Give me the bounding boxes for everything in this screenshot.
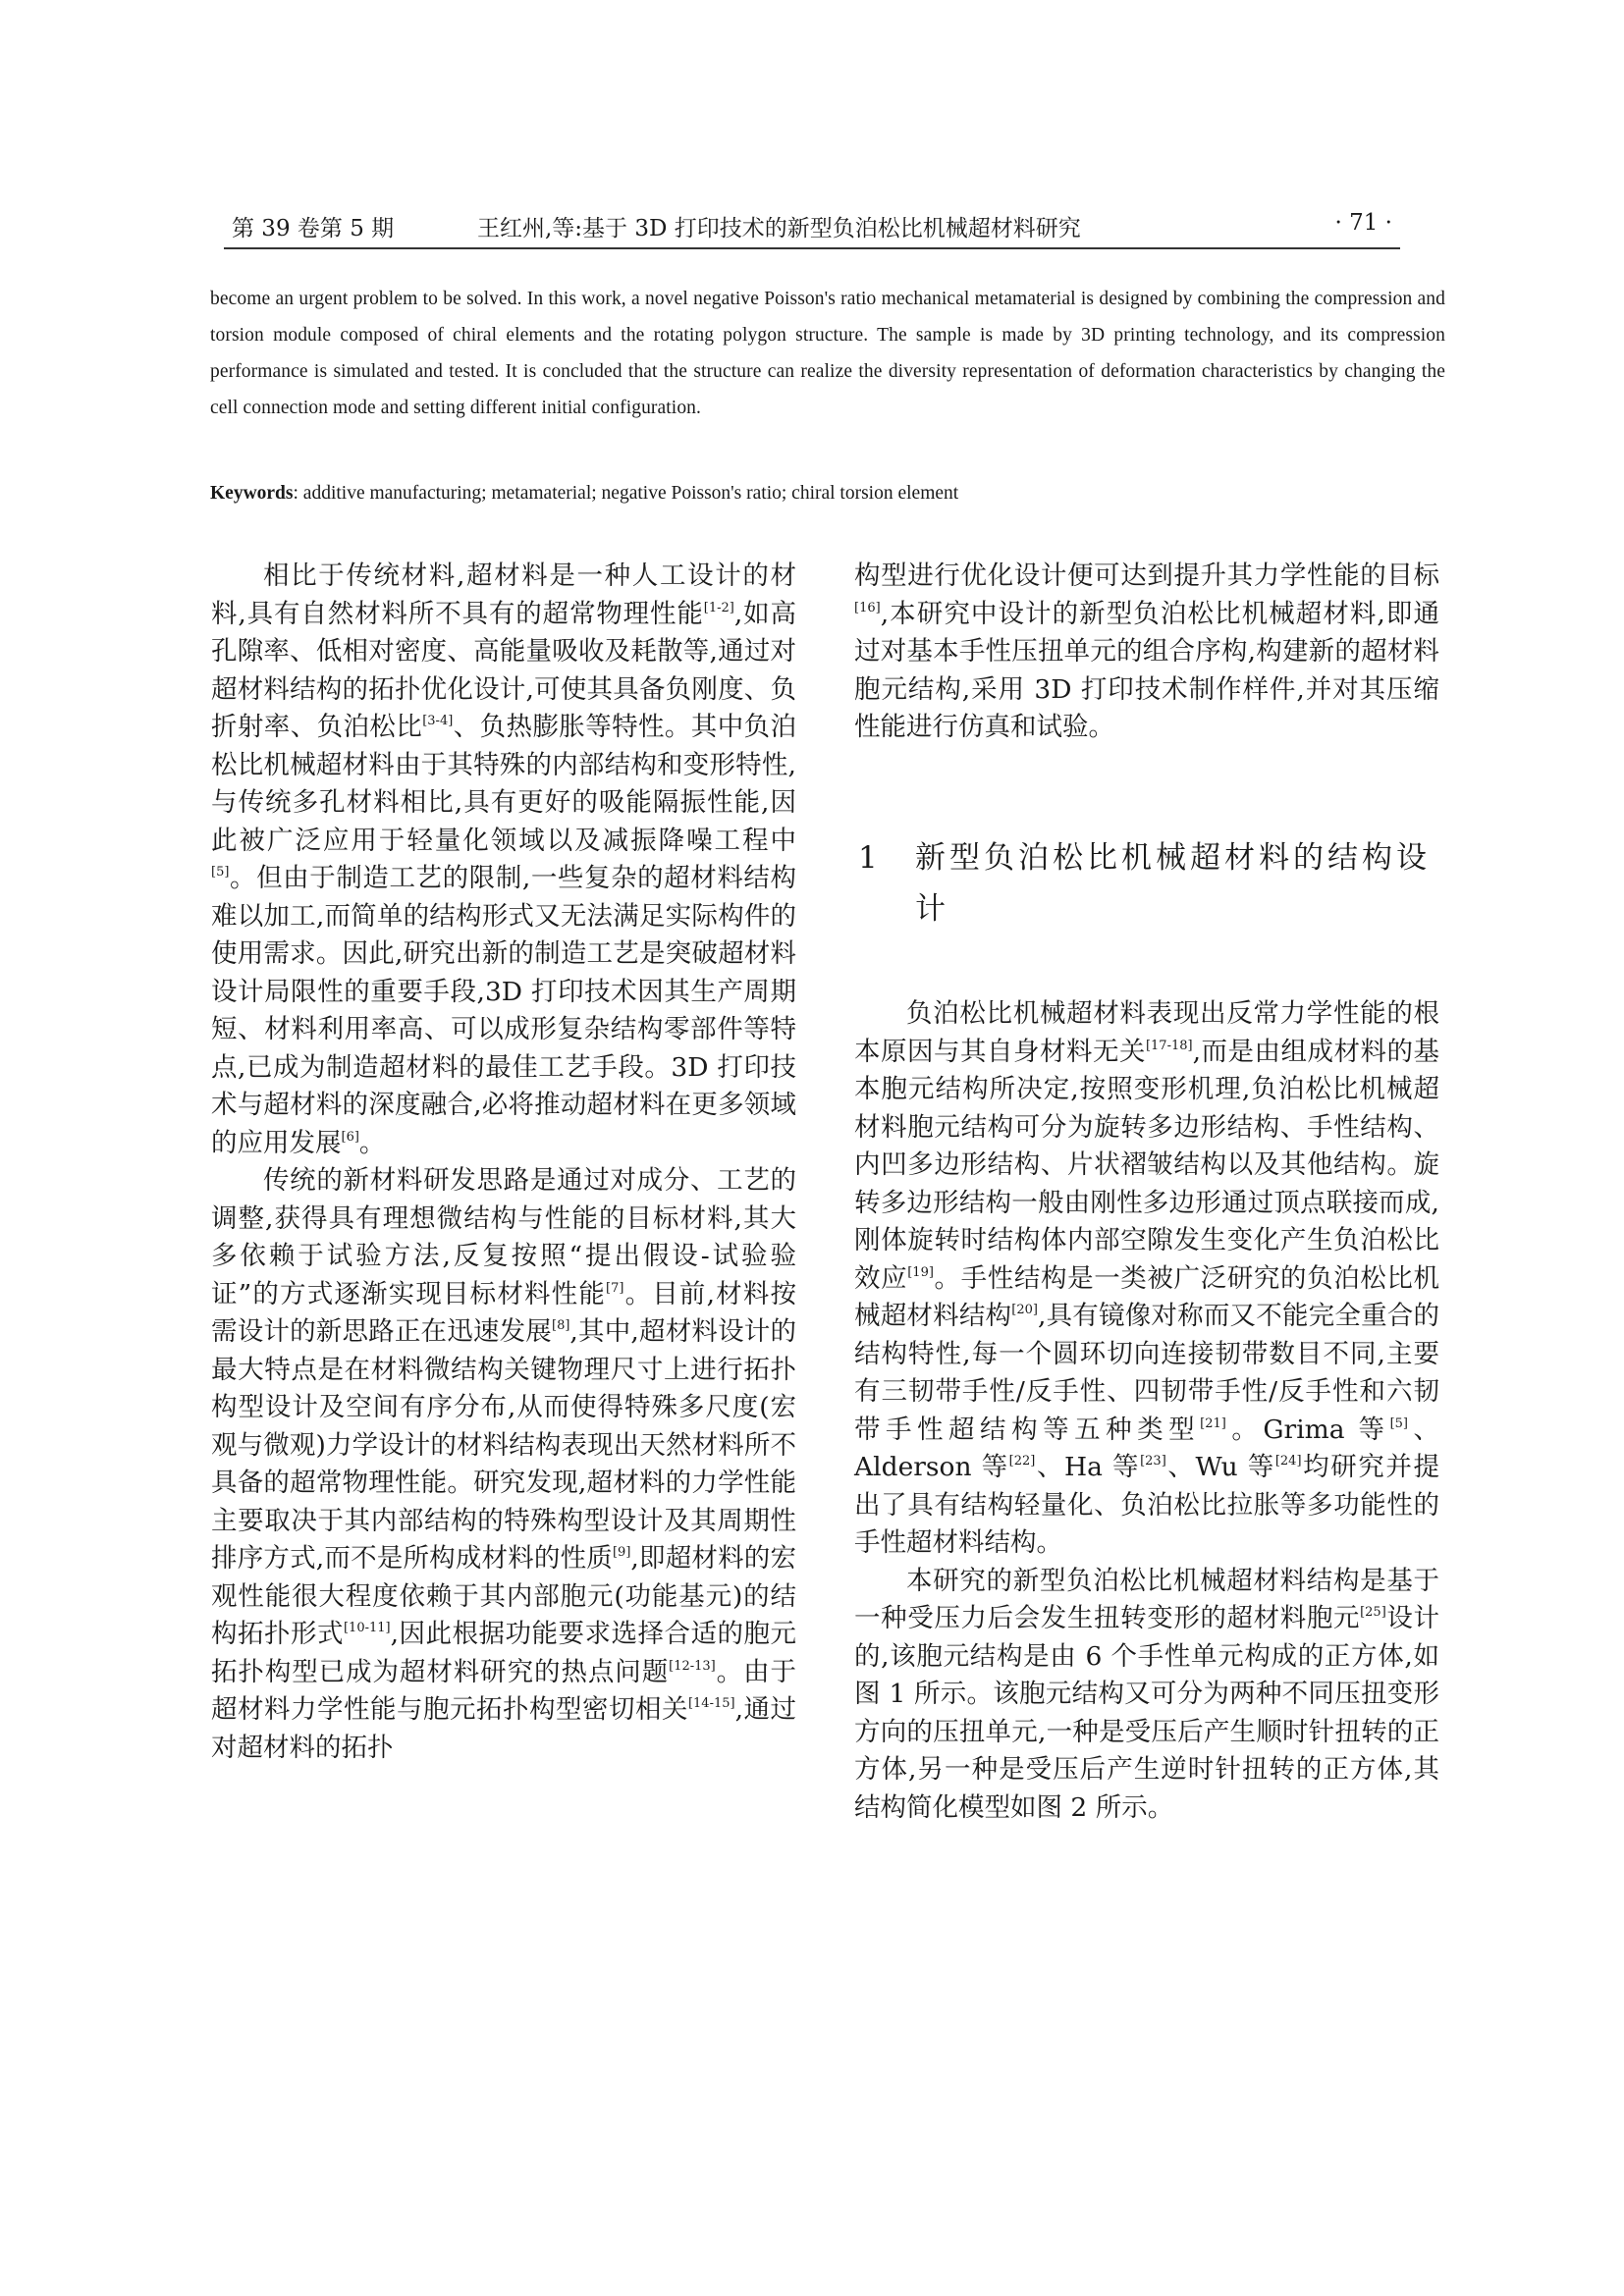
citation: [24] <box>1274 1454 1302 1468</box>
citation: [22] <box>1008 1454 1036 1468</box>
citation: [16] <box>854 600 881 615</box>
keywords-text: : additive manufacturing; metamaterial; negative Poisson's ratio; chiral torsion element <box>293 483 959 504</box>
english-abstract: become an urgent problem to be solved. In this work, a novel negative Poisson's ratio mechanical metamaterial is designed by combining the compression and torsion module composed of chiral elements and the rotating polygon structure. The sample is made by 3D printing technology, and its compression performance is simulated and tested. It is concluded that the structure can realize the diversity representation of deformation characteristics by changing the cell connection mode and setting different initial configuration. <box>210 289 1445 418</box>
citation: [10-11] <box>343 1621 391 1635</box>
section-number: 1 <box>858 840 882 876</box>
running-header <box>232 210 1392 249</box>
citation: [8] <box>552 1318 570 1333</box>
paragraph: 构型进行优化设计便可达到提升其力学性能的目标[16],本研究中设计的新型负泊松比机械超材料,即通过对基本手性压扭单元的组合序构,构建新的超材料胞元结构,采用 3D 打印技术制作样件,并对其压缩性能进行仿真和试验。 <box>854 561 1439 742</box>
citation: [19] <box>907 1264 934 1280</box>
section-title: 新型负泊松比机械超材料的结构设计 <box>915 840 1431 927</box>
citation: [20] <box>1011 1303 1038 1317</box>
keywords-line <box>210 478 1445 509</box>
citation: [5] <box>211 865 230 880</box>
citation: [1-2] <box>703 600 734 615</box>
paragraph: 本研究的新型负泊松比机械超材料结构是基于一种受压力后会发生扭转变形的超材料胞元[25]设计的,该胞元结构是由 6 个手性单元构成的正方体,如图 1 所示。该胞元结构又可分为两种不同压扭变形方向的压扭单元,一种是受压后产生顺时针扭转的正方体,另一种是受压后产生逆时针扭转的正方体,其结构简化模型如图 2 所示。 <box>854 1565 1440 1823</box>
citation: [7] <box>606 1280 624 1296</box>
right-column-top <box>854 558 1439 747</box>
citation: [17-18] <box>1145 1038 1193 1053</box>
paragraph: 负泊松比机械超材料表现出反常力学性能的根本原因与其自身材料无关[17-18],而是由组成材料的基本胞元结构所决定,按照变形机理,负泊松比机械超材料胞元结构可分为旋转多边形结构、手性结构、内凹多边形结构、片状褶皱结构以及其他结构。旋转多边形结构一般由刚性多边形通过顶点联接而成,刚体旋转时结构体内部空隙发生变化产生负泊松比效应[19]。手性结构是一类被广泛研究的负泊松比机械超材料结构[20],具有镜像对称而又不能完全重合的结构特性,每一个圆环切向连接韧带数目不同,主要有三韧带手性/反手性、四韧带手性/反手性和六韧带手性超结构等五种类型[21]。Grima 等[5]、Alderson 等[22]、Ha 等[23]、Wu 等[24]均研究并提出了具有结构轻量化、负泊松比拉胀等多功能性的手性超材料结构。 <box>854 998 1440 1558</box>
journal-volume: 第 39 卷第 5 期 <box>232 216 395 241</box>
running-title: 王红州,等:基于 3D 打印技术的新型负泊松比机械超材料研究 <box>477 216 1081 241</box>
citation: [25] <box>1360 1605 1386 1620</box>
citation: [3-4] <box>422 714 454 728</box>
paragraph: 相比于传统材料,超材料是一种人工设计的材料,具有自然材料所不具有的超常物理性能[1-2],如高孔隙率、低相对密度、高能量吸收及耗散等,通过对超材料结构的拓扑优化设计,可使其具备负刚度、负折射率、负泊松比[3-4]、负热膨胀等特性。其中负泊松比机械超材料由于其特殊的内部结构和变形特性,与传统多孔材料相比,具有更好的吸能隔振性能,因此被广泛应用于轻量化领域以及减振降噪工程中[5]。但由于制造工艺的限制,一些复杂的超材料结构难以加工,而简单的结构形式又无法满足实际构件的使用需求。因此,研究出新的制造工艺是突破超材料设计局限性的重要手段,3D 打印技术因其生产周期短、材料利用率高、可以成形复杂结构零部件等特点,已成为制造超材料的最佳工艺手段。3D 打印技术与超材料的深度融合,必将推动超材料在更多领域的应用发展[6]。 <box>211 561 797 1158</box>
citation: [21] <box>1200 1415 1226 1431</box>
header-rule <box>224 247 1400 249</box>
citation: [12-13] <box>669 1658 716 1674</box>
page-number: · 71 · <box>1334 210 1392 236</box>
paragraph: 传统的新材料研发思路是通过对成分、工艺的调整,获得具有理想微结构与性能的目标材料,其大多依赖于试验方法,反复按照“提出假设-试验验证”的方式逐渐实现目标材料性能[7]。目前,材料按需设计的新思路正在迅速发展[8],其中,超材料设计的最大特点是在材料微结构关键物理尺寸上进行拓扑构型设计及空间有序分布,从而使得特殊多尺度(宏观与微观)力学设计的材料结构表现出天然材料所不具备的超常物理性能。研究发现,超材料的力学性能主要取决于其内部结构的特殊构型设计及其周期性排序方式,而不是所构成材料的性质[9],即超材料的宏观性能很大程度依赖于其内部胞元(功能基元)的结构拓扑形式[10-11],因此根据功能要求选择合适的胞元拓扑构型已成为超材料研究的热点问题[12-13]。由于超材料力学性能与胞元拓扑构型密切相关[14-15],通过对超材料的拓扑 <box>211 1165 797 1763</box>
citation: [9] <box>612 1545 631 1560</box>
left-column <box>211 558 796 1767</box>
right-column-body <box>854 995 1439 1827</box>
citation: [14-15] <box>687 1696 735 1711</box>
citation: [6] <box>341 1129 359 1145</box>
keywords-label: Keywords <box>210 483 294 504</box>
citation: [5] <box>1389 1415 1408 1431</box>
citation: [23] <box>1140 1454 1166 1468</box>
